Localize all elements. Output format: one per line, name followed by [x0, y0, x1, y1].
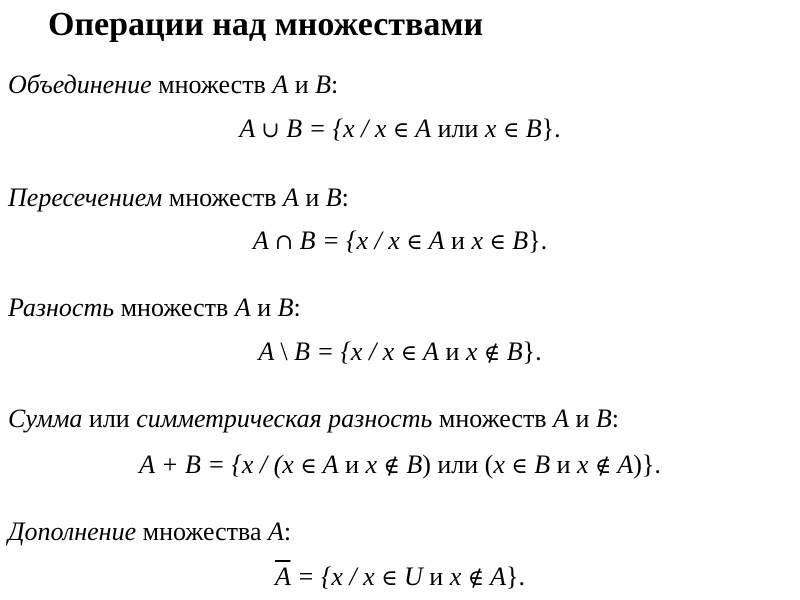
colon: : [341, 183, 349, 212]
difference-term: Разность [8, 293, 115, 322]
formula-part: A + B = {x / (x [139, 450, 301, 479]
not-element-of-symbol: ∉ [467, 566, 485, 591]
set-b: B [277, 293, 294, 322]
colon: : [331, 70, 339, 99]
formula-part: A [252, 226, 275, 255]
colon: : [293, 293, 301, 322]
formula-part: A [409, 114, 432, 143]
formula-part: x [465, 337, 484, 366]
set-a: A [272, 70, 289, 99]
formula-part: A [258, 337, 281, 366]
set-b: B [595, 404, 612, 433]
conjunction: и [250, 293, 278, 322]
formula-part: B [500, 337, 523, 366]
formula-part: и [338, 450, 366, 479]
formula-part: B [287, 337, 310, 366]
formula-part: x [449, 562, 468, 591]
formula-part: }. [505, 562, 525, 591]
definition-text: множеств [162, 183, 283, 212]
not-element-of-symbol: ∉ [383, 454, 400, 479]
formula-part: B [505, 226, 529, 255]
element-of-symbol: ∈ [392, 118, 410, 143]
set-a: A [234, 293, 251, 322]
symmetric-difference-formula [0, 450, 800, 480]
formula-part: }. [522, 337, 542, 366]
formula-part: }. [541, 114, 561, 143]
formula-part: x [471, 226, 490, 255]
formula-part: и [438, 337, 466, 366]
formula-part: или [431, 114, 485, 143]
formula-part: = {x / x [302, 114, 393, 143]
formula-part: B [519, 114, 542, 143]
formula-part: A [417, 337, 439, 366]
conjunction: и [568, 404, 596, 433]
page-title: Операции над множествами [48, 6, 484, 43]
not-element-of-symbol: ∉ [483, 341, 501, 366]
element-of-symbol: ∈ [406, 230, 423, 255]
formula-part: B [293, 226, 316, 255]
formula-part: x [484, 114, 503, 143]
symmetric-difference-definition [8, 404, 619, 434]
conjunction: и [298, 183, 326, 212]
formula-part: A [611, 450, 634, 479]
intersection-term: Пересечением [8, 183, 163, 212]
formula-part: = {x / x [309, 337, 401, 366]
element-of-symbol: ∈ [400, 341, 418, 366]
complement-a-overbar: $\overline{A}$ [275, 562, 291, 591]
formula-part: = {x / x [290, 562, 382, 591]
element-of-symbol: ∈ [300, 454, 317, 479]
formula-part: B [399, 450, 423, 479]
formula-part: A [239, 114, 262, 143]
definition-text: или [82, 404, 137, 433]
formula-part: U [397, 562, 423, 591]
colon: : [611, 404, 620, 433]
element-of-symbol: ∈ [489, 230, 506, 255]
symmetric-difference-term: симметрическая разность [136, 404, 433, 433]
union-symbol: ∪ [261, 118, 280, 143]
intersection-symbol: ∩ [274, 230, 294, 255]
formula-part: x [365, 450, 384, 479]
definition-text: множества [136, 517, 269, 546]
formula-part: ) или ( [422, 450, 494, 479]
conjunction: и [288, 70, 316, 99]
definition-text: множеств [432, 404, 554, 433]
formula-part: x [493, 450, 512, 479]
set-a: A [553, 404, 569, 433]
union-formula [0, 114, 800, 144]
intersection-formula [0, 226, 800, 256]
formula-part: B [279, 114, 303, 143]
not-element-of-symbol: ∉ [595, 454, 612, 479]
formula-part: = {x / x [315, 226, 407, 255]
union-definition [8, 70, 338, 100]
formula-part: и [550, 450, 577, 479]
formula-part: A [422, 226, 445, 255]
definition-text: множеств [114, 293, 235, 322]
formula-part: A [316, 450, 339, 479]
set-b: B [325, 183, 342, 212]
formula-part: и [422, 562, 450, 591]
complement-term: Дополнение [8, 517, 137, 546]
difference-formula [0, 337, 800, 367]
formula-part: B [527, 450, 551, 479]
formula-part: )}. [633, 450, 661, 479]
set-minus-symbol: \ [280, 337, 288, 366]
element-of-symbol: ∈ [381, 566, 398, 591]
element-of-symbol: ∈ [502, 118, 520, 143]
set-b: B [315, 70, 332, 99]
element-of-symbol: ∈ [511, 454, 528, 479]
intersection-definition [8, 183, 349, 213]
sum-term: Сумма [8, 404, 83, 433]
complement-formula [0, 562, 800, 592]
definition-text: множеств [151, 70, 273, 99]
colon: : [283, 517, 292, 546]
formula-part: x [577, 450, 596, 479]
complement-definition [8, 517, 291, 547]
formula-part: A [484, 562, 506, 591]
formula-part: и [444, 226, 472, 255]
set-a: A [282, 183, 299, 212]
union-term: Объединение [8, 70, 152, 99]
difference-definition [8, 293, 301, 323]
set-a: A [268, 517, 284, 546]
formula-part: }. [528, 226, 548, 255]
